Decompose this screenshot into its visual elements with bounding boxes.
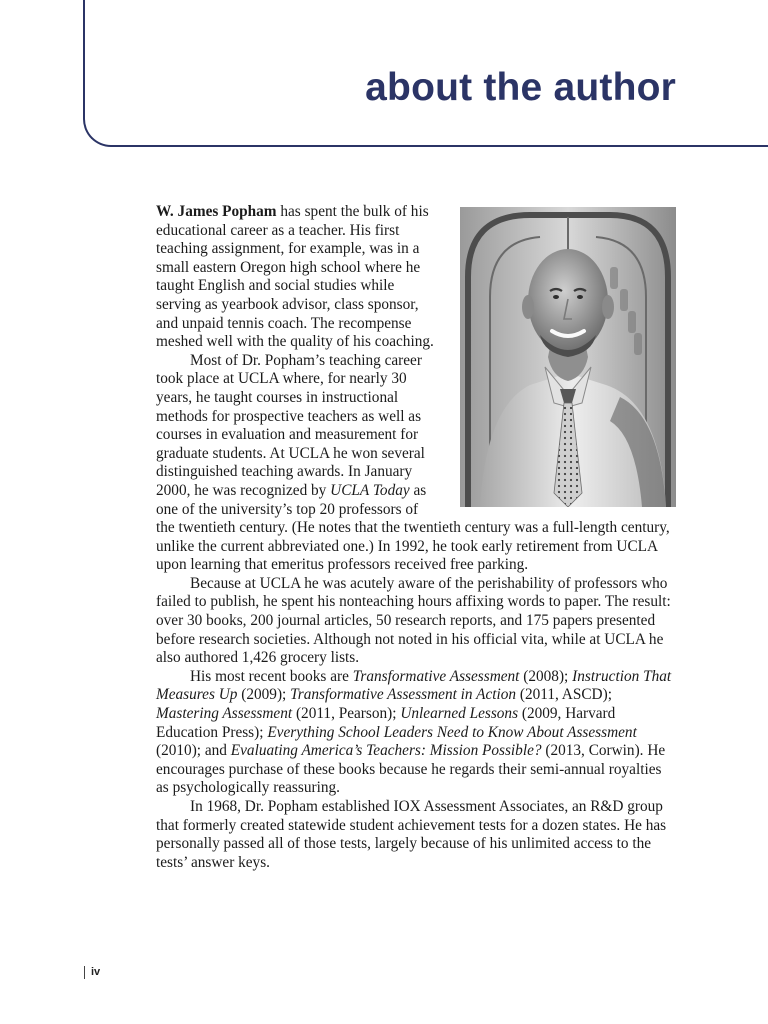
author-bio [156,203,676,872]
bio-paragraph: Most of Dr. Popham’s teaching career took place at UCLA where, for nearly 30 years, he taught courses in instructional methods for prospective teachers as well as courses in evaluation and measurement for graduate students. At UCLA he won several distinguished teaching awards. In January 2000, he was recognized by UCLA Today as one of the university’s top 20 professors of the twentieth century. (He notes that the twentieth century was a full-length century, unlike the current abbreviated one.) In 1992, he took early retirement from UCLA upon learning that emeritus professors received free parking. [156,351,670,574]
page-title: about the author [365,66,676,109]
bio-paragraph: Because at UCLA he was acutely aware of the perishability of professors who failed to publish, he spent his nonteaching hours affixing words to paper. The result: over 30 books, 200 journal articles, 50 research reports, and 175 papers presented before research societies. Although not noted in his official vita, while at UCLA he also authored 1,426 grocery lists. [156,574,671,667]
author-name: W. James Popham [156,203,277,220]
title-italic: UCLA Today [330,481,410,499]
title-italic: Mastering Assessment [156,705,293,723]
page-number: iv [84,966,100,979]
title-italic: Transformative Assessment [352,667,520,685]
bio-paragraph: His most recent books are Transformative Assessment (2008); Instruction That Measures Up (2009); Transformative Assessment in Action (2011, ASCD); Mastering Assessment (2011, Pearson); Unlearned Lessons (2009, Harvard Education Press); Everything School Leaders Need to Know About Assessment (2010); and Evaluating America’s Teachers: Mission Possible? (2013, Corwin). He encourages purchase of these books because he regards their semi-annual royalties as psychologically reassuring. [156,667,672,797]
title-italic: Instruction That Measures Up [156,667,672,704]
bio-paragraph: In 1968, Dr. Popham established IOX Assessment Associates, an R&D group that formerly created statewide student achievement tests for a dozen states. He has personally passed all of those tests, largely because of his unlimited access to the tests’ answer keys. [156,798,667,871]
author-photo [460,207,676,507]
title-italic: Evaluating America’s Teachers: Mission Possible? [230,742,542,760]
bio-paragraph: W. James Popham has spent the bulk of his educational career as a teacher. His first teaching assignment, for example, was in a small eastern Oregon high school where he taught English and social studies while serving as yearbook advisor, class sponsor, and unpaid tennis coach. The recompense meshed well with the quality of his coaching. [156,203,434,351]
title-italic: Unlearned Lessons [400,705,519,723]
title-italic: Transformative Assessment in Action [290,686,517,704]
title-italic: Everything School Leaders Need to Know About Assessment [267,723,637,741]
